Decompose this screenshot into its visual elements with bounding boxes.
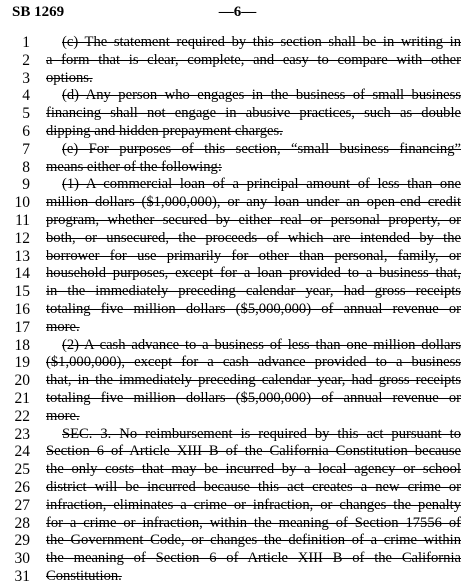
text-line — [0, 34, 475, 52]
struck-text: more. — [46, 407, 80, 424]
text-line — [0, 354, 475, 372]
text-line — [0, 390, 475, 408]
text-line — [0, 319, 475, 337]
line-number: 12 — [14, 229, 30, 247]
line-number: 30 — [14, 550, 30, 568]
line-number: 24 — [14, 443, 30, 461]
line-number: 26 — [14, 478, 30, 496]
struck-text: borrower for use primarily for other than personal, family, or — [46, 247, 461, 264]
struck-text: the only costs that may be incurred by a local agency or school — [46, 461, 461, 478]
line-number: 15 — [14, 283, 30, 301]
struck-text: both, or unsecured, the proceeds of which are intended by the — [46, 229, 461, 246]
bill-id: SB 1269 — [12, 4, 65, 20]
struck-text: (e) For purposes of this section, “small business financing” — [62, 140, 461, 157]
struck-text: household purposes, except for a loan provided to a business that, — [46, 265, 461, 282]
text-line — [0, 497, 475, 515]
text-line — [0, 532, 475, 550]
line-number: 10 — [14, 194, 30, 212]
line-number: 18 — [14, 336, 30, 354]
line-number: 11 — [15, 211, 30, 229]
line-number: 17 — [14, 318, 30, 336]
text-line — [0, 265, 475, 283]
struck-text: Constitution. — [46, 567, 122, 584]
text-line — [0, 123, 475, 141]
struck-text: for a crime or infraction, within the meaning of Section 17556 of — [46, 514, 461, 531]
struck-text: totaling five million dollars ($5,000,000) of annual revenue or — [46, 300, 461, 317]
line-number: 20 — [14, 372, 30, 390]
struck-text: district will be incurred because this act creates a new crime or — [46, 478, 461, 495]
text-line — [0, 159, 475, 177]
page-header — [12, 4, 463, 24]
page-number: —6— — [218, 4, 257, 20]
line-number: 16 — [14, 300, 30, 318]
line-number: 13 — [14, 247, 30, 265]
line-number: 3 — [22, 69, 30, 87]
line-number: 8 — [22, 158, 30, 176]
text-line — [0, 141, 475, 159]
text-line — [0, 301, 475, 319]
text-line — [0, 105, 475, 123]
line-number: 5 — [22, 105, 30, 123]
struck-text: infraction, eliminates a crime or infraction, or changes the penalty — [46, 496, 461, 513]
bill-text-body — [0, 34, 475, 586]
text-line — [0, 372, 475, 390]
text-line — [0, 408, 475, 426]
text-line — [0, 568, 475, 586]
text-line — [0, 337, 475, 355]
line-number: 19 — [14, 354, 30, 372]
line-number: 9 — [22, 176, 30, 194]
struck-text: means either of the following: — [46, 158, 222, 175]
text-line — [0, 461, 475, 479]
text-line — [0, 87, 475, 105]
struck-text: ($1,000,000), except for a cash advance provided to a business — [46, 354, 461, 371]
struck-text: Section 6 of Article XIII B of the California Constitution because — [46, 443, 461, 460]
line-number: 28 — [14, 514, 30, 532]
text-line — [0, 426, 475, 444]
text-line — [0, 230, 475, 248]
text-line — [0, 212, 475, 230]
line-number: 29 — [14, 532, 30, 550]
struck-text: dipping and hidden prepayment charges. — [46, 122, 283, 139]
line-number: 31 — [14, 567, 30, 585]
text-line — [0, 52, 475, 70]
struck-text: more. — [46, 318, 80, 335]
line-number: 6 — [22, 122, 30, 140]
struck-text: (2) A cash advance to a business of less than one million dollars — [62, 336, 461, 353]
line-number: 14 — [14, 265, 30, 283]
text-line — [0, 176, 475, 194]
struck-text: million dollars ($1,000,000), or any loan under an open-end credit — [46, 194, 461, 211]
line-number: 7 — [22, 140, 30, 158]
text-line — [0, 515, 475, 533]
text-line — [0, 443, 475, 461]
line-number: 21 — [14, 389, 30, 407]
struck-text: (1) A commercial loan of a principal amount of less than one — [62, 176, 461, 193]
line-number: 4 — [22, 87, 30, 105]
text-line — [0, 283, 475, 301]
struck-text: program, whether secured by either real or personal property, or — [46, 211, 461, 228]
text-line — [0, 194, 475, 212]
struck-text: in the immediately preceding calendar year, had gross receipts — [46, 283, 461, 300]
line-number: 22 — [14, 407, 30, 425]
line-number: 25 — [14, 461, 30, 479]
text-line — [0, 550, 475, 568]
struck-text: (d) Any person who engages in the business of small business — [62, 87, 461, 104]
text-line — [0, 248, 475, 266]
struck-text: SEC. 3. No reimbursement is required by this act pursuant to — [62, 425, 461, 442]
struck-text: options. — [46, 69, 93, 86]
struck-text: totaling five million dollars ($5,000,000) of annual revenue or — [46, 389, 461, 406]
struck-text: the meaning of Section 6 of Article XIII B of the California — [46, 550, 461, 567]
line-number: 27 — [14, 496, 30, 514]
struck-text: a form that is clear, complete, and easy to compare with other — [46, 51, 461, 68]
struck-text: the Government Code, or changes the definition of a crime within — [46, 532, 461, 549]
line-number: 23 — [14, 425, 30, 443]
line-number: 2 — [22, 51, 30, 69]
line-number: 1 — [22, 34, 30, 51]
struck-text: that, in the immediately preceding calendar year, had gross receipts — [46, 372, 461, 389]
text-line — [0, 70, 475, 88]
struck-text: financing shall not engage in abusive practices, such as double — [46, 105, 461, 122]
text-line — [0, 479, 475, 497]
struck-text: (c) The statement required by this section shall be in writing in — [62, 34, 461, 50]
